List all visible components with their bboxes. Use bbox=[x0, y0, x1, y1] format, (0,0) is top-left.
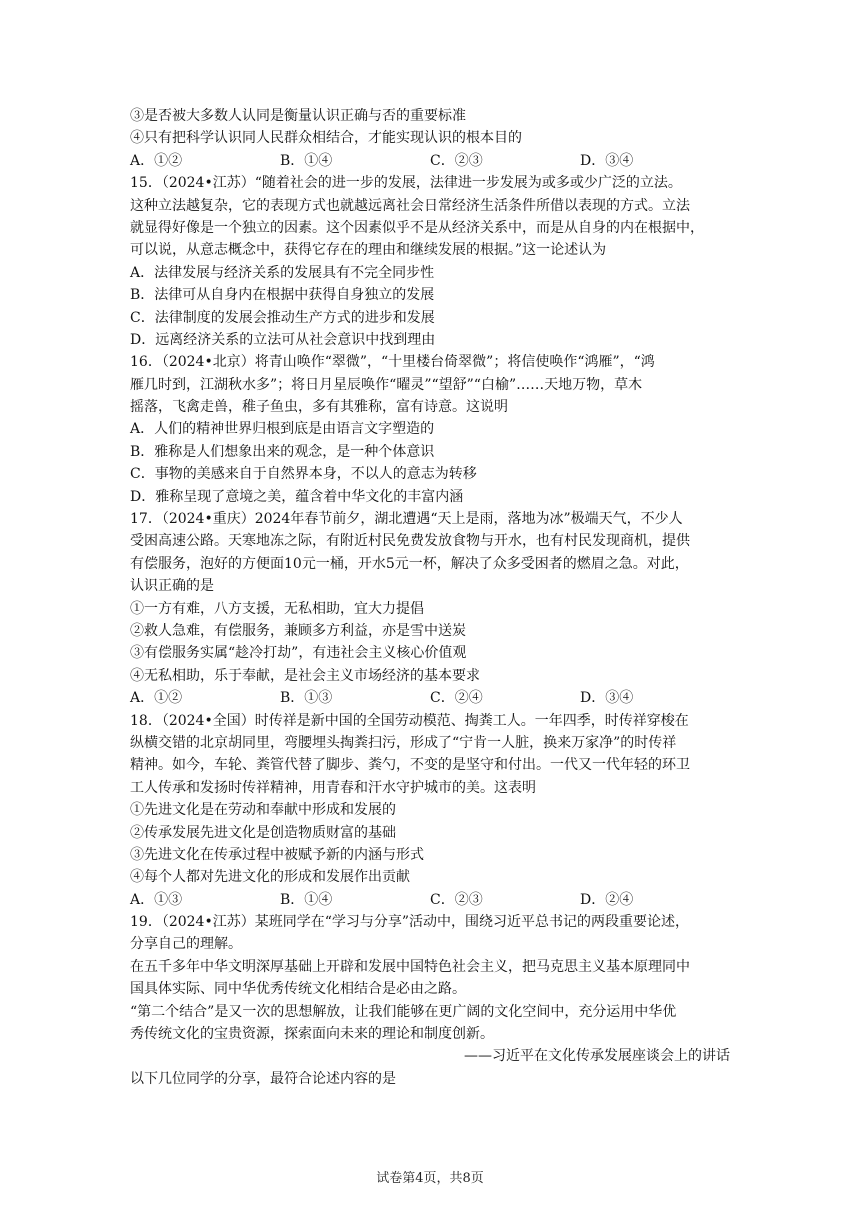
option-c: C．法律制度的发展会推动生产方式的进步和发展 bbox=[130, 309, 435, 326]
option-c: C．②④ bbox=[430, 690, 483, 707]
option-d: D．雅称呈现了意境之美，蕴含着中华文化的丰富内涵 bbox=[130, 488, 464, 505]
quote-line: 秀传统文化的宝贵资源，探索面向未来的理论和制度创新。 bbox=[130, 1026, 494, 1043]
question-stem-line: 认识正确的是 bbox=[130, 578, 214, 595]
option-c: C．②③ bbox=[430, 152, 483, 169]
answer-options bbox=[130, 687, 730, 709]
question-stem-line: 雁几时到，江湖秋水多”；将日月星辰唤作“曜灵”“望舒”“白榆”……天地万物，草木 bbox=[130, 376, 643, 393]
option-a: A．①② bbox=[130, 152, 183, 169]
question-prompt: 以下几位同学的分享，最符合论述内容的是 bbox=[130, 1070, 396, 1087]
answer-options bbox=[130, 889, 730, 911]
question-stem-line: 18．（2024•全国）时传祥是新中国的全国劳动模范、掏粪工人。一年四季，时传祥穿梭在 bbox=[130, 712, 689, 729]
question-stem-line: 纵横交错的北京胡同里，弯腰埋头掏粪扫污，形成了“宁肯一人脏，换来万家净”的时传祥 bbox=[130, 734, 677, 751]
statement-3: ③是否被大多数人认同是衡量认识正确与否的重要标准 bbox=[130, 108, 466, 124]
option-b: B．①④ bbox=[280, 891, 333, 908]
statement-4: ④只有把科学认识同人民群众相结合，才能实现认识的根本目的 bbox=[130, 130, 522, 147]
option-d: D．③④ bbox=[580, 690, 634, 707]
question-18 bbox=[130, 710, 730, 912]
option-b: B．法律可从自身内在根据中获得自身独立的发展 bbox=[130, 287, 435, 304]
question-stem-line: 精神。如今，车轮、粪管代替了脚步、粪勺，不变的是坚守和付出。一代又一代年轻的环卫 bbox=[130, 757, 690, 774]
option-a: A．①③ bbox=[130, 891, 183, 908]
option-b: B．①③ bbox=[280, 690, 333, 707]
question-stem-line: 分享自己的理解。 bbox=[130, 936, 242, 953]
quote-line: 国具体实际、同中华优秀传统文化相结合是必由之路。 bbox=[130, 981, 466, 998]
statement-1: ①一方有难，八方支援，无私相助，宜大力提倡 bbox=[130, 600, 424, 617]
quote-line: 在五千多年中华文明深厚基础上开辟和发展中国特色社会主义，把马克思主义基本原理同中 bbox=[130, 958, 690, 975]
question-stem-line: 16．（2024•北京）将青山唤作“翠微”，“十里楼台倚翠微”；将信使唤作“鸿雁”，“鸿 bbox=[130, 354, 655, 371]
question-stem-line: 受困高速公路。天寒地冻之际，有附近村民免费发放食物与开水，也有村民发现商机，提供 bbox=[130, 533, 690, 550]
option-a: A．①② bbox=[130, 690, 183, 707]
statement-1: ①先进文化是在劳动和奉献中形成和发展的 bbox=[130, 802, 396, 819]
question-stem-line: 15．（2024•江苏）“随着社会的进一步的发展，法律进一步发展为或多或少广泛的立法。 bbox=[130, 175, 682, 192]
question-stem-line: 工人传承和发扬时传祥精神，用青春和汗水守护城市的美。这表明 bbox=[130, 779, 536, 796]
question-stem-line: 摇落，飞禽走兽，稚子鱼虫，多有其雅称，富有诗意。这说明 bbox=[130, 399, 508, 416]
option-b: B．①④ bbox=[280, 152, 333, 169]
option-a: A．法律发展与经济关系的发展具有不完全同步性 bbox=[130, 264, 435, 281]
question-15 bbox=[130, 172, 730, 351]
question-stem-line: 19．（2024•江苏）某班同学在“学习与分享”活动中，围绕习近平总书记的两段重要论述， bbox=[130, 914, 690, 931]
question-stem-line: 就显得好像是一个独立的因素。这个因素似乎不是从经济关系中，而是从自身的内在根据中， bbox=[130, 219, 704, 236]
question-14-tail bbox=[130, 105, 730, 172]
option-c: C．事物的美感来自于自然界本身，不以人的意志为转移 bbox=[130, 466, 477, 483]
question-19 bbox=[130, 911, 730, 1090]
option-b: B．雅称是人们想象出来的观念，是一种个体意识 bbox=[130, 443, 435, 460]
question-16 bbox=[130, 351, 730, 508]
question-stem-line: 17．（2024•重庆）2024年春节前夕，湖北遭遇“天上是雨，落地为冰”极端天气，不少人 bbox=[130, 511, 683, 528]
option-d: D．②④ bbox=[580, 891, 634, 908]
page-content bbox=[130, 105, 730, 1090]
option-a: A．人们的精神世界归根到底是由语言文字塑造的 bbox=[130, 421, 435, 438]
quote-citation: ——习近平在文化传承发展座谈会上的讲话 bbox=[464, 1048, 730, 1065]
question-stem-line: 有偿服务，泡好的方便面10元一桶，开水5元一杯，解决了众多受困者的燃眉之急。对此， bbox=[130, 555, 689, 572]
statement-3: ③有偿服务实属“趁冷打劫”，有违社会主义核心价值观 bbox=[130, 645, 467, 662]
statement-4: ④每个人都对先进文化的形成和发展作出贡献 bbox=[130, 869, 410, 886]
question-17 bbox=[130, 508, 730, 710]
option-c: C．②③ bbox=[430, 891, 483, 908]
page-footer: 试卷第4页，共8页 bbox=[376, 1171, 484, 1186]
question-stem-line: 这种立法越复杂，它的表现方式也就越远离社会日常经济生活条件所借以表现的方式。立法 bbox=[130, 197, 690, 214]
statement-3: ③先进文化在传承过程中被赋予新的内涵与形式 bbox=[130, 846, 424, 863]
answer-options bbox=[130, 150, 730, 172]
quote-line: “第二个结合”是又一次的思想解放，让我们能够在更广阔的文化空间中，充分运用中华优 bbox=[130, 1003, 677, 1020]
option-d: D．远离经济关系的立法可从社会意识中找到理由 bbox=[130, 331, 436, 348]
statement-2: ②传承发展先进文化是创造物质财富的基础 bbox=[130, 824, 396, 841]
question-stem-line: 可以说，从意志概念中，获得它存在的理由和继续发展的根据。”这一论述认为 bbox=[130, 242, 607, 259]
statement-4: ④无私相助，乐于奉献，是社会主义市场经济的基本要求 bbox=[130, 667, 480, 684]
option-d: D．③④ bbox=[580, 152, 634, 169]
statement-2: ②救人急难，有偿服务，兼顾多方利益，亦是雪中送炭 bbox=[130, 622, 466, 639]
